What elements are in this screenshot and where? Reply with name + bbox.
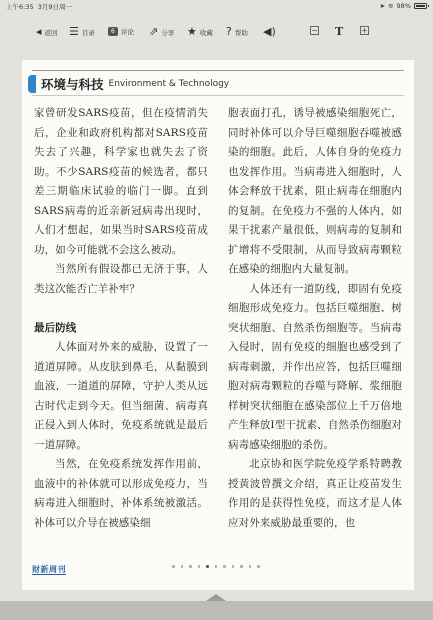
paragraph: 人体面对外来的威胁，设置了一道道屏障。从皮肤到鼻毛，从黏膜到血液，一道道的屏障，守护人类从远古时代走到今天。但当细菌、病毒真正侵入到人体时，免疫系统就是最后一道屏障。: [34, 341, 208, 451]
paragraph: 人体还有一道防线，即固有免疫细胞形成免疫力。包括巨噬细胞、树突状细胞、自然杀伤细胞等。当病毒入侵时，固有免疫的细胞也感受到了病毒刺激，并作出应答，包括巨噬细胞对病毒颗粒的吞噬与降解、浆细胞样树突状细胞在感染部位上千万倍地产生释放I型干扰素、自然杀伤细胞对病毒感染细胞的杀伤。: [228, 282, 402, 451]
page-dot[interactable]: [223, 565, 226, 568]
favorite-label: 收藏: [199, 28, 213, 37]
back-arrow-icon: ◂: [36, 25, 42, 38]
page-dot[interactable]: [215, 565, 218, 568]
top-rule: [32, 70, 404, 71]
location-icon: ➤: [379, 2, 386, 10]
share-icon: ⇗: [149, 25, 159, 38]
reader-toolbar: [0, 20, 433, 46]
favorite-button[interactable]: [187, 27, 213, 37]
speaker-icon: ◀): [263, 25, 276, 38]
list-icon: ☰: [69, 25, 79, 38]
battery-label: 98%: [396, 2, 411, 10]
page-dot[interactable]: [240, 565, 243, 568]
magazine-logo: 财新周刊: [32, 565, 66, 574]
status-clock: 上午6:35: [6, 3, 34, 11]
audio-button[interactable]: [263, 27, 276, 37]
question-icon: ?: [226, 25, 232, 38]
status-time: [6, 2, 72, 11]
paragraph: 北京协和医学院免疫学系特聘教授黄波曾撰文介绍，真正让疫苗发生作用的是获得性免疫，而这才是人体应对外来威胁最重要的，也: [228, 458, 402, 529]
contents-button[interactable]: [69, 27, 95, 37]
section-marker-icon: [28, 75, 36, 93]
font-size-label: T: [335, 25, 344, 38]
article-column-right: [228, 104, 402, 533]
comment-count-badge: 6: [108, 27, 118, 36]
paragraph: 当然，在免疫系统发挥作用前，血液中的补体就可以形成免疫力，当病毒进入细胞时，补体系统被激活。补体可以介导在被感染细: [34, 458, 208, 529]
paragraph: 胞表面打孔，诱导被感染细胞死亡，同时补体可以介导巨噬细胞吞噬被感染的细胞。此后，人体自身的免疫力也发挥作用。当病毒进入细胞时，人体会释放干扰素，阻止病毒在细胞内的复制。在免疫力不强的人体内，如果干扰素产量很低，则病毒的复制和扩增将不受限制，从而导致病毒颗粒在感染的细胞内大量复制。: [228, 107, 402, 275]
section-header: [28, 75, 229, 93]
page-dot[interactable]: [232, 565, 235, 568]
pull-up-handle-icon[interactable]: [206, 594, 226, 601]
page-indicator[interactable]: [172, 565, 260, 568]
page-dot[interactable]: [249, 565, 252, 568]
page-dot[interactable]: [198, 565, 201, 568]
status-right: [380, 2, 427, 10]
font-decrease-button[interactable]: [310, 26, 319, 35]
comment-label: 评论: [120, 28, 134, 36]
article-column-left: [34, 104, 208, 533]
back-label: 返回: [44, 28, 58, 37]
share-label: 分享: [161, 28, 175, 37]
page-dot[interactable]: [206, 565, 209, 568]
paragraph: 家曾研发SARS疫苗，但在疫情消失后，企业和政府机构都对SARS疫苗失去了兴趣，科学家也就失去了资助。不少SARS疫苗的候选者，都只差三期临床试验的临门一脚。直到SARS病毒的近亲新冠病毒出现时，人们才想起，如果当时SARS疫苗成功，如今可能就不会这么被动。: [34, 107, 208, 256]
paragraph: 当然所有假设都已无济于事，人类这次能否亡羊补牢？: [34, 263, 208, 295]
battery-icon: [414, 3, 427, 9]
bottom-bar: [0, 601, 433, 620]
contents-label: 目录: [81, 28, 95, 37]
page-dot[interactable]: [257, 565, 260, 568]
minus-icon: −: [311, 26, 318, 35]
status-bar: [0, 0, 433, 12]
help-button[interactable]: [226, 27, 248, 37]
subheading: 最后防线: [34, 322, 77, 334]
section-title-en: Environment & Technology: [108, 79, 230, 89]
status-date: 3月9日周一: [37, 3, 73, 11]
share-button[interactable]: [149, 27, 174, 37]
header-divider: [32, 95, 404, 96]
page-dot[interactable]: [189, 565, 192, 568]
font-increase-button[interactable]: [360, 26, 369, 35]
comment-button[interactable]: [108, 27, 134, 36]
section-title-cn: 环境与科技: [41, 77, 104, 92]
magazine-page: [22, 60, 414, 590]
back-button[interactable]: [36, 27, 58, 37]
plus-icon: +: [361, 26, 368, 35]
help-label: 帮助: [234, 28, 248, 37]
page-dot[interactable]: [181, 565, 184, 568]
wifi-icon: ≋: [388, 2, 394, 10]
page-dot[interactable]: [172, 565, 175, 568]
star-icon: ★: [187, 25, 197, 38]
